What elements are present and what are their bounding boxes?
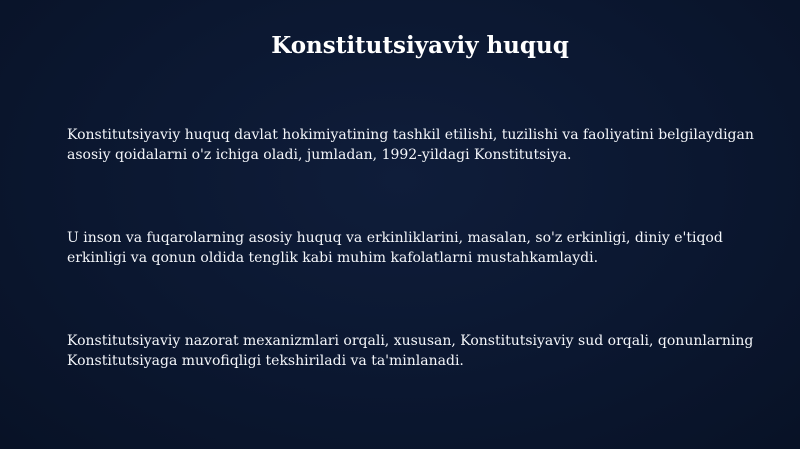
paragraph-2: U inson va fuqarolarning asosiy huquq va erkinliklarini, masalan, so'z erkinligi, diniy e'tiqod erkinligi va qonun oldida tenglik kabi muhim kafolatlarni mustahkamlaydi. [67,230,723,266]
slide-title: Konstitutsiyaviy huquq [271,32,569,59]
paragraph-3: Konstitutsiyaviy nazorat mexanizmlari orqali, xususan, Konstitutsiyaviy sud orqali, qonunlarning Konstitutsiyaga muvofiqligi tekshiriladi va ta'minlanadi. [67,333,754,369]
paragraph-1: Konstitutsiyaviy huquq davlat hokimiyatining tashkil etilishi, tuzilishi va faoliyatini belgilaydigan asosiy qoidalarni o'z ichiga oladi, jumladan, 1992-yildagi Konstitutsiya. [67,127,754,163]
